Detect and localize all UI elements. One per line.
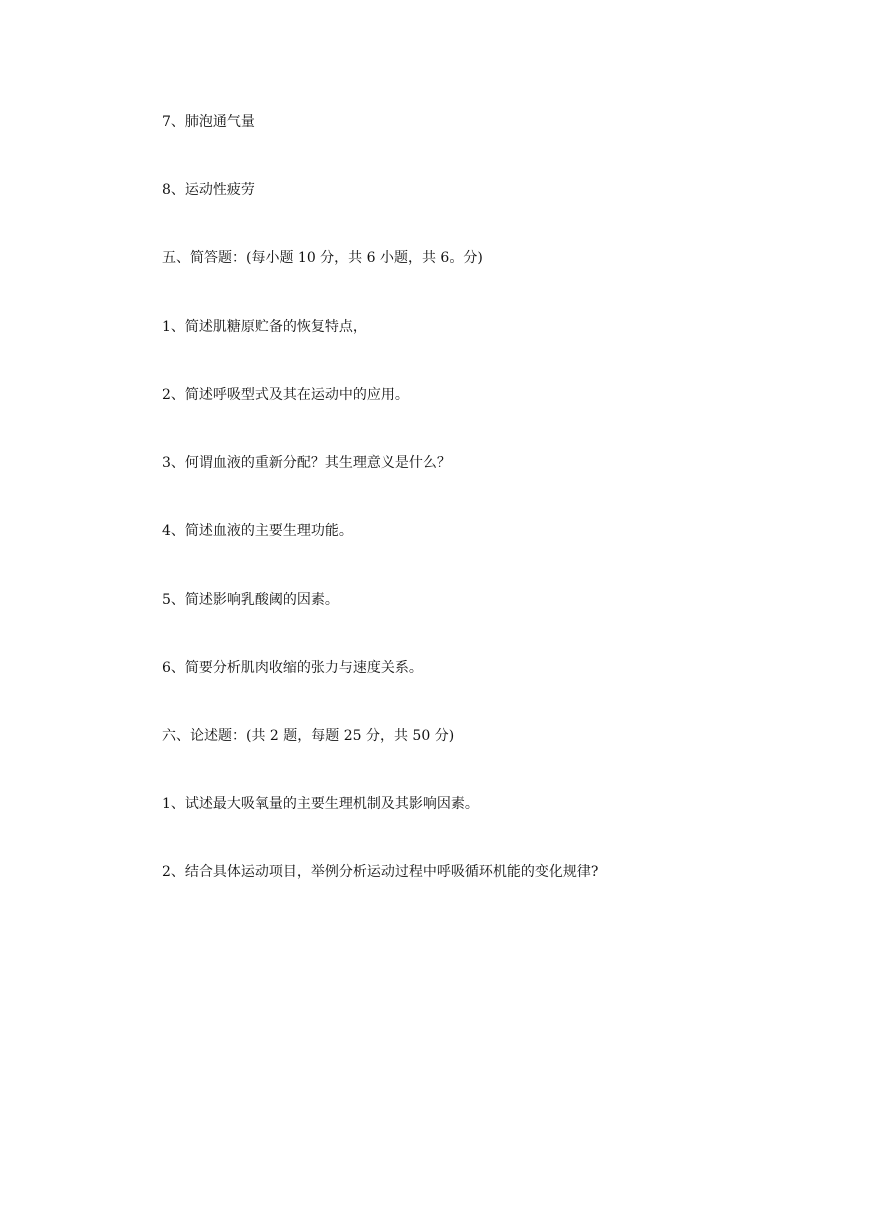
section-heading-essay: 六、论述题：(共 2 题，每题 25 分，共 50 分)	[162, 728, 455, 744]
section-heading-short-answer: 五、简答题：(每小题 10 分，共 6 小题，共 6。分)	[162, 250, 483, 266]
short-answer-question-2: 2、简述呼吸型式及其在运动中的应用。	[162, 387, 409, 403]
short-answer-question-6: 6、简要分析肌肉收缩的张力与速度关系。	[162, 660, 423, 676]
short-answer-question-3: 3、何谓血液的重新分配？其生理意义是什么？	[162, 455, 451, 471]
short-answer-question-1: 1、简述肌糖原贮备的恢复特点，	[162, 319, 367, 335]
short-answer-question-4: 4、简述血液的主要生理功能。	[162, 523, 353, 539]
term-item-7: 7、肺泡通气量	[162, 114, 255, 130]
term-item-8: 8、运动性疲劳	[162, 182, 255, 198]
essay-question-2: 2、结合具体运动项目，举例分析运动过程中呼吸循环机能的变化规律?	[162, 864, 599, 880]
short-answer-question-5: 5、简述影响乳酸阈的因素。	[162, 592, 339, 608]
essay-question-1: 1、试述最大吸氧量的主要生理机制及其影响因素。	[162, 796, 479, 812]
